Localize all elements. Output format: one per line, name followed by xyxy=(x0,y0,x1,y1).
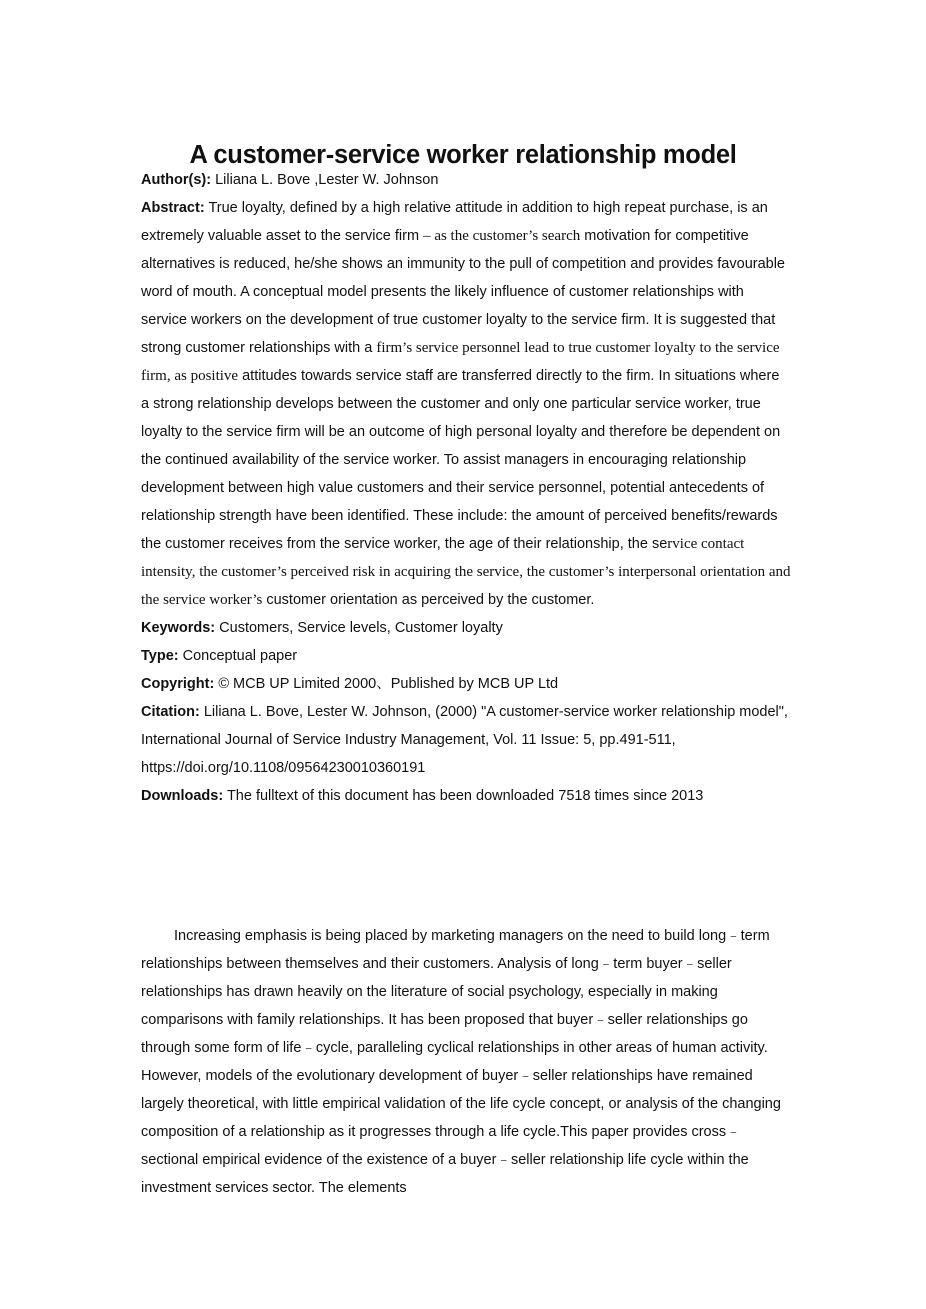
abstract-text-6: rvice contact intensity, the customer’s perceived risk in acquiring the service, the customer’s interpersonal orientation and the service worker’s xyxy=(141,536,791,608)
keywords-value: Customers, Service levels, Customer loyalty xyxy=(219,620,503,636)
abstract-text-1: True loyalty, defined by a high relative attitude in addition to high repeat purchase, is an extremely valuable asset to the service firm xyxy=(141,200,768,244)
abstract-text-3: motivation for competitive alternatives is reduced, he/she shows an immunity to the pull of competition and provides favourable word of mouth. A conceptual model presents the likely influence of customer relationships with service workers on the development of true customer loyalty to the service firm. It is suggested that strong customer relationships with a xyxy=(141,228,785,356)
citation-line xyxy=(141,698,791,782)
type-line xyxy=(141,642,791,670)
abstract-text-2: – as the customer’s search xyxy=(423,228,581,244)
copyright-line xyxy=(141,670,791,698)
abstract-label: Abstract: xyxy=(141,200,205,216)
copyright-value: © MCB UP Limited 2000、Published by MCB UP Ltd xyxy=(218,676,559,692)
body-text xyxy=(141,922,791,1202)
paper-title: A customer-service worker relationship model xyxy=(189,141,737,170)
copyright-label: Copyright: xyxy=(141,676,215,692)
authors-label: Author(s): xyxy=(141,172,212,188)
abstract-text-4: firm’s service personnel lead to true customer loyalty to the service firm, as positive xyxy=(141,340,780,384)
body-paragraph: Increasing emphasis is being placed by marketing managers on the need to build long﹣term relationships between themselves and their customers. Analysis of long﹣term buyer﹣seller relationships has drawn heavily on the literature of social psychology, especially in making comparisons with family relationships. It has been proposed that buyer﹣seller relationships go through some form of life﹣cycle, paralleling cyclical relationships in other areas of human activity. However, models of the evolutionary development of buyer﹣seller relationships have remained largely theoretical, with little empirical validation of the life cycle concept, or analysis of the changing composition of a relationship as it progresses through a life cycle.This paper provides cross﹣sectional empirical evidence of the existence of a buyer﹣seller relationship life cycle within the investment services sector. The elements xyxy=(141,928,781,1196)
keywords-label: Keywords: xyxy=(141,620,216,636)
authors-value: Liliana L. Bove ,Lester W. Johnson xyxy=(215,172,439,188)
downloads-line xyxy=(141,782,791,810)
abstract-text-7: customer orientation as perceived by the customer. xyxy=(262,592,595,608)
downloads-value: The fulltext of this document has been downloaded 7518 times since 2013 xyxy=(226,788,704,804)
downloads-label: Downloads: xyxy=(141,788,224,804)
citation-label: Citation: xyxy=(141,704,200,720)
keywords-line xyxy=(141,614,791,642)
authors-line xyxy=(141,166,791,194)
type-label: Type: xyxy=(141,648,179,664)
paper-metadata xyxy=(141,166,791,810)
abstract-text-5: attitudes towards service staff are transferred directly to the firm. In situations where a strong relationship develops between the customer and only one particular service worker, true loyalty to the service firm will be an outcome of high personal loyalty and therefore be dependent on the continued availability of the service worker. To assist managers in encouraging relationship development between high value customers and their service personnel, potential antecedents of relationship strength have been identified. These include: the amount of perceived benefits/rewards the customer receives from the service worker, the age of their relationship, the se xyxy=(141,368,781,552)
citation-value: Liliana L. Bove, Lester W. Johnson, (2000) "A customer-service worker relationship model", International Journal of Service Industry Management, Vol. 11 Issue: 5, pp.491-511, https://doi.org/10.1108/09564230010360191 xyxy=(141,704,788,776)
abstract-block xyxy=(141,194,791,614)
type-value: Conceptual paper xyxy=(182,648,298,664)
